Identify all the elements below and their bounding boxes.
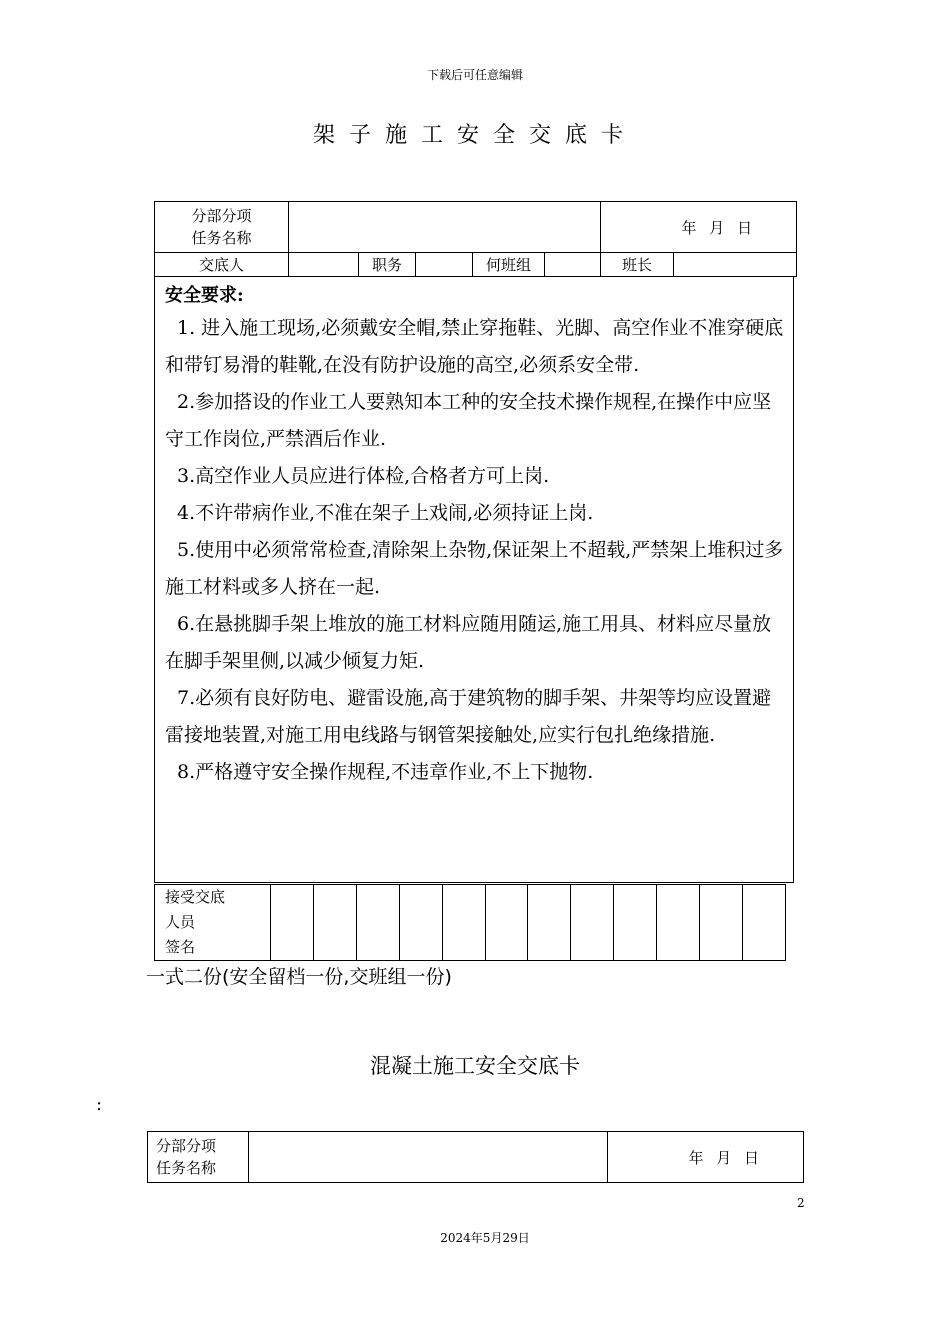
copies-note: 一式二份(安全留档一份,交班组一份) — [146, 966, 452, 988]
task-label-line2: 任务名称 — [191, 229, 252, 247]
header-note: 下载后可任意编辑 — [426, 68, 523, 82]
info-table-2 — [147, 1131, 804, 1183]
requirement-item: 1. 进入施工现场,必须戴安全帽,禁止穿拖鞋、光脚、高空作业不准穿硬底和带钉易滑的鞋靴,在没有防护设施的高空,必须系安全带. — [165, 317, 784, 376]
requirement-item: 5.使用中必须常常检查,清除架上杂物,保证架上不超载,严禁架上堆积过多施工材料或多人挤在一起. — [165, 539, 784, 598]
requirement-item: 3.高空作业人员应进行体检,合格者方可上岗. — [177, 465, 550, 487]
signature-label-line1: 接受交底 — [165, 888, 226, 906]
task-name-label-2 — [148, 1132, 249, 1183]
date-field-2[interactable]: 年 月 日 — [608, 1132, 804, 1183]
requirements-heading: 安全要求: — [165, 285, 244, 306]
requirement-item: 6.在悬挑脚手架上堆放的施工材料应随用随运,施工用具、材料应尽量放在脚手架里侧,以减少倾复力矩. — [165, 613, 772, 672]
task-label2-line1: 分部分项 — [156, 1137, 217, 1155]
position-value[interactable] — [416, 253, 473, 277]
task-name-value[interactable] — [289, 202, 601, 253]
position-label: 职务 — [359, 253, 416, 277]
requirement-item: 8.严格遵守安全操作规程,不违章作业,不上下抛物. — [177, 761, 594, 783]
requirement-item: 4.不许带病作业,不准在架子上戏闹,必须持证上岗. — [177, 502, 594, 524]
requirement-item: 7.必须有良好防电、避雷设施,高于建筑物的脚手架、井架等均应设置避雷接地装置,对施工用电线路与钢管架接触处,应实行包扎绝缘措施. — [165, 687, 772, 746]
signature-cell[interactable] — [614, 885, 657, 961]
requirements-list — [165, 310, 789, 791]
requirement-item: 2.参加搭设的作业工人要熟知本工种的安全技术操作规程,在操作中应坚守工作岗位,严禁酒后作业. — [165, 391, 772, 450]
second-title: 混凝土施工安全交底卡 — [370, 1054, 580, 1078]
task-name-label — [155, 202, 289, 253]
team-label: 何班组 — [473, 253, 545, 277]
colon-mark: : — [96, 1094, 103, 1115]
signature-cell[interactable] — [356, 885, 399, 961]
presenter-label: 交底人 — [155, 253, 289, 277]
signature-cell[interactable] — [742, 885, 785, 961]
signature-cell[interactable] — [313, 885, 356, 961]
signature-table — [154, 884, 786, 961]
signature-cell[interactable] — [271, 885, 314, 961]
page-title: 架子施工安全交底卡 — [312, 123, 637, 148]
task-name-value-2[interactable] — [249, 1132, 608, 1183]
safety-requirements-box — [154, 277, 794, 883]
presenter-value[interactable] — [289, 253, 359, 277]
signature-cell[interactable] — [528, 885, 571, 961]
info-table — [154, 201, 797, 277]
signature-cell[interactable] — [485, 885, 528, 961]
team-value[interactable] — [545, 253, 601, 277]
signature-cell[interactable] — [442, 885, 485, 961]
footer-date: 2024年5月29日 — [440, 1231, 530, 1245]
signature-cell[interactable] — [700, 885, 743, 961]
task-label2-line2: 任务名称 — [156, 1159, 217, 1177]
signature-label-line3: 签名 — [165, 938, 196, 956]
date-field[interactable]: 年 月 日 — [601, 202, 797, 253]
leader-label: 班长 — [601, 253, 674, 277]
signature-label-line2: 人员 — [165, 913, 196, 931]
page-number: 2 — [797, 1196, 805, 1210]
signature-label — [155, 885, 271, 961]
signature-cell[interactable] — [571, 885, 614, 961]
leader-value[interactable] — [674, 253, 797, 277]
task-label-line1: 分部分项 — [191, 207, 252, 225]
signature-cell[interactable] — [657, 885, 700, 961]
signature-cell[interactable] — [399, 885, 442, 961]
